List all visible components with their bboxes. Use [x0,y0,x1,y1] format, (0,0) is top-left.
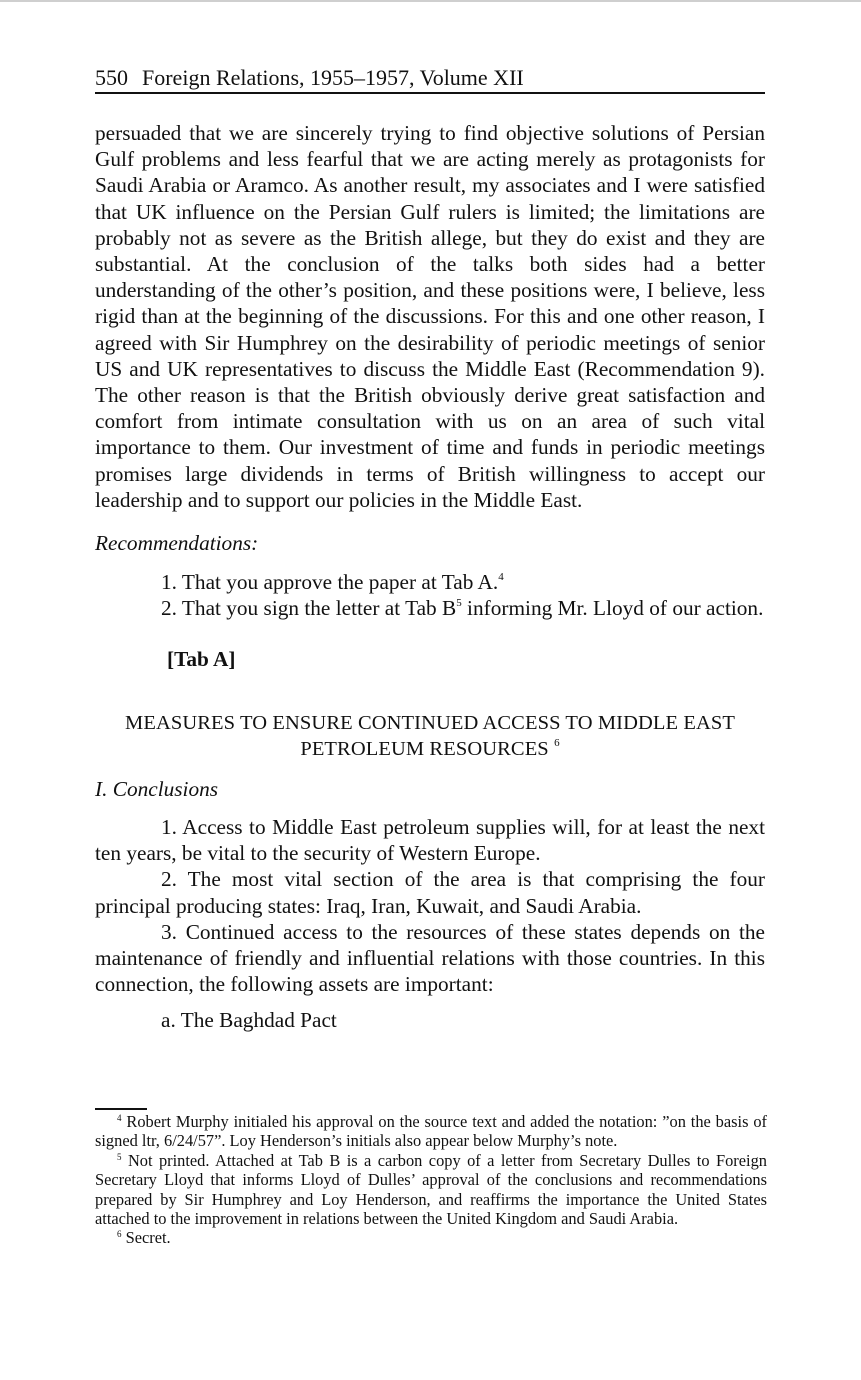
recommendation-item-1 [95,569,765,595]
footnote-6-marker: 6 [117,1229,122,1240]
footnote-ref-5[interactable]: 5 [456,597,462,610]
conclusions-heading: I. Conclusions [95,776,219,801]
footnote-4-text: Robert Murphy initialed his approval on the source text and added the notation: ”on the basis of signed ltr, 6/24/57”. Loy Henderson’s initials also appear below Murphy’s note. [95,1112,767,1151]
conclusion-2: 2. The most vital section of the area is that comprising the four principal producing states: Iraq, Iran, Kuwait, and Saudi Arabia. [95,867,765,918]
recommendations-heading: Recommendations: [95,531,259,556]
footnote-5-text: Not printed. Attached at Tab B is a carbon copy of a letter from Secretary Dulles to Foreign Secretary Lloyd that informs Lloyd of Dulles’ approval of the conclusions and recommendations prepared by Sir Humphrey and Loy Henderson, and reaffirms the importance the United States attached to the improvement in relations between the United Kingdom and Saudi Arabia. [95,1150,767,1229]
footnote-6 [95,1228,767,1247]
asset-item-a: a. The Baghdad Pact [161,1008,337,1033]
conclusion-1: 1. Access to Middle East petroleum supplies will, for at least the next ten years, be vital to the security of Western Europe. [95,815,765,866]
footnote-ref-4[interactable]: 4 [498,571,504,584]
tab-a-label: [Tab A] [167,646,236,671]
page-number: 550 [95,65,128,90]
document-title-line-2-text: PETROLEUM RESOURCES [300,737,549,760]
footnote-5-marker: 5 [117,1151,122,1162]
document-title-line-2 [95,736,765,762]
footnote-divider [95,1108,147,1110]
footnotes [95,1112,767,1248]
running-header [95,64,765,94]
document-title [95,710,765,762]
footnote-4-marker: 4 [117,1113,122,1123]
conclusion-3: 3. Continued access to the resources of these states depends on the maintenance of friendly and influential relations with those countries. In this connection, the following assets are important: [95,919,765,997]
recommendation-1-text: 1. That you approve the paper at Tab A. [161,570,499,595]
scan-top-edge [0,0,861,2]
recommendation-item-2 [95,595,765,621]
recommendation-2-text: 2. That you sign the letter at Tab B [161,596,457,621]
footnote-4 [95,1112,767,1151]
document-title-line-1: MEASURES TO ENSURE CONTINUED ACCESS TO MIDDLE EAST [125,711,735,734]
main-text [95,120,765,1034]
footnote-5 [95,1151,767,1229]
volume-title: Foreign Relations, 1955–1957, Volume XII [142,65,524,90]
footnote-ref-6[interactable]: 6 [554,736,560,749]
footnote-6-text: Secret. [125,1228,171,1248]
recommendation-2-text-end: informing Mr. Lloyd of our action. [461,596,764,621]
memo-paragraph: persuaded that we are sincerely trying to find objective solutions of Persian Gulf problems and less fearful that we are acting merely as protagonists for Saudi Arabia or Aramco. As another result, my associates and I were satisfied that UK influence on the Persian Gulf rulers is limited; the limitations are probably not as severe as the British allege, but they do exist and they are substantial. At the conclusion of the talks both sides had a better understanding of the other’s position, and these positions were, I believe, less rigid than at the beginning of the discussions. For this and one other reason, I agreed with Sir Humphrey on the desirability of periodic meetings of senior US and UK representatives to discuss the Middle East (Recommendation 9). The other reason is that the British obviously derive great satisfaction and comfort from intimate consultation with us on an area of such vital importance to them. Our investment of time and funds in periodic meetings promises large dividends in terms of British willingness to accept our leadership and to support our policies in the Middle East. [95,121,765,512]
